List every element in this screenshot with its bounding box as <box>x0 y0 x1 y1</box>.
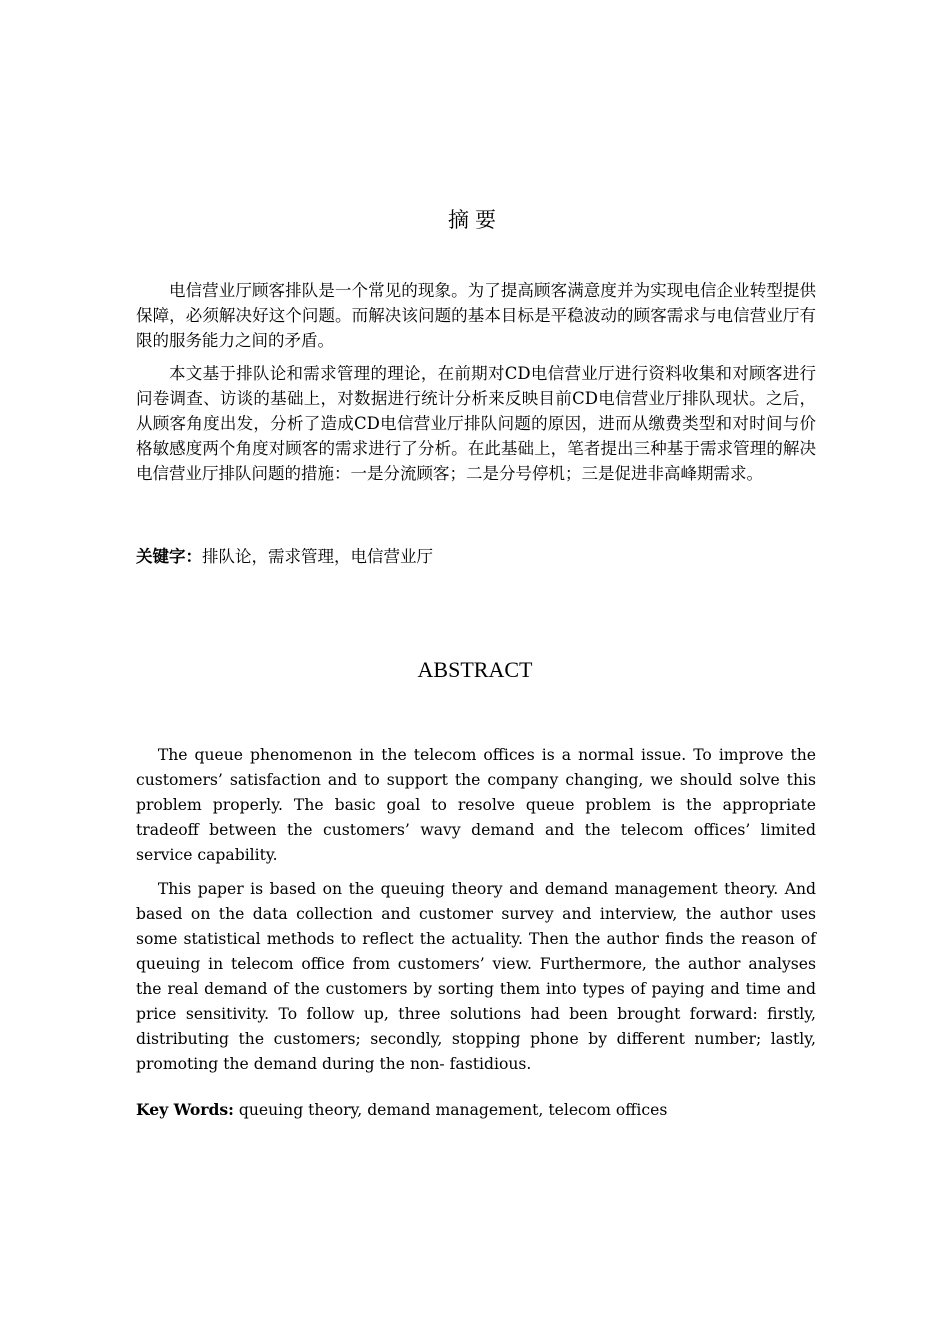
english-abstract-body <box>136 743 816 1086</box>
chinese-keywords-label: 关键字： <box>136 547 202 566</box>
english-keywords-label: Key Words: <box>136 1100 234 1119</box>
chinese-abstract-paragraph-2: 本文基于排队论和需求管理的理论，在前期对CD电信营业厅进行资料收集和对顾客进行问卷调查、访谈的基础上，对数据进行统计分析来反映目前CD电信营业厅排队现状。之后，从顾客角度出发，分析了造成CD电信营业厅排队问题的原因，进而从缴费类型和对时间与价格敏感度两个角度对顾客的需求进行了分析。在此基础上，笔者提出三种基于需求管理的解决电信营业厅排队问题的措施：一是分流顾客；二是分号停机；三是促进非高峰期需求。 <box>136 364 816 483</box>
english-keywords-line <box>136 1100 816 1119</box>
chinese-abstract-paragraph-1: 电信营业厅顾客排队是一个常见的现象。为了提高顾客满意度并为实现电信企业转型提供保障，必须解决好这个问题。而解决该问题的基本目标是平稳波动的顾客需求与电信营业厅有限的服务能力之间的矛盾。 <box>136 281 816 350</box>
chinese-abstract-title: 摘要 <box>448 208 502 232</box>
chinese-abstract-body <box>136 279 816 495</box>
english-abstract-paragraph-1: The queue phenomenon in the telecom offices is a normal issue. To improve the customers’ satisfaction and to support the company changing, we should solve this problem properly. The basic goal to resolve queue problem is the appropriate tradeoff between the customers’ wavy demand and the telecom offices’ limited service capability. <box>136 746 816 864</box>
english-abstract-title: ABSTRACT <box>417 657 533 682</box>
english-abstract-paragraph-2: This paper is based on the queuing theory and demand management theory. And based on the data collection and customer survey and interview, the author uses some statistical methods to reflect the actuality. Then the author finds the reason of queuing in telecom office from customers’ view. Furthermore, the author analyses the real demand of the customers by sorting them into types of paying and time and price sensitivity. To follow up, three solutions had been brought forward: firstly, distributing the customers; secondly, stopping phone by different number; lastly, promoting the demand during the non- fastidious. <box>136 880 816 1073</box>
english-keywords-value: queuing theory, demand management, telecom offices <box>238 1101 668 1119</box>
chinese-keywords-value: 排队论，需求管理，电信营业厅 <box>202 547 433 566</box>
chinese-keywords-line <box>136 543 816 567</box>
